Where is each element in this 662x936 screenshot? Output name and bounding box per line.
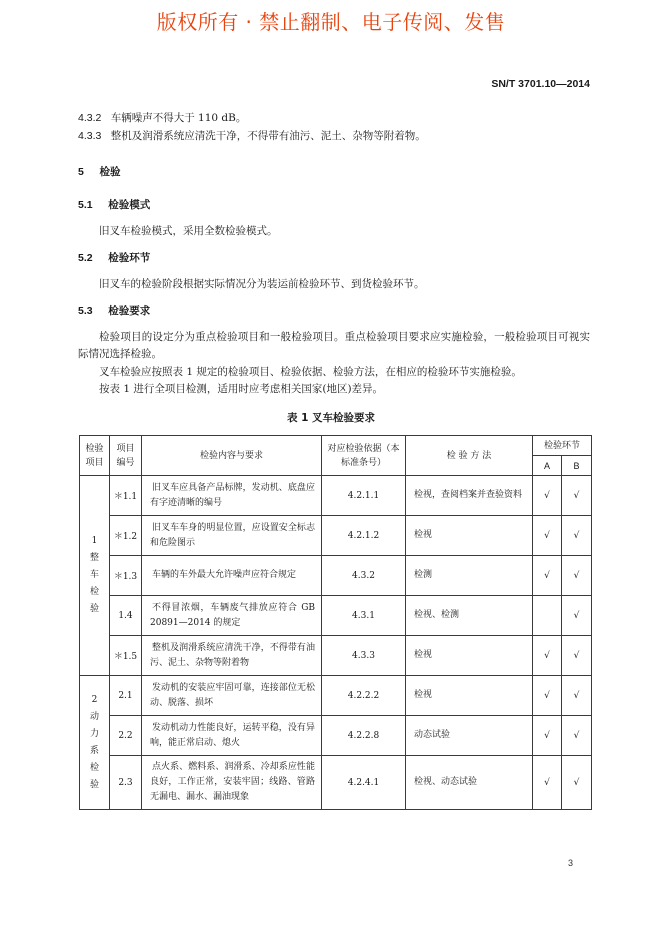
- row-content: 旧叉车车身的明显位置，应设置安全标志和危险图示: [142, 516, 322, 556]
- table-row: [80, 516, 592, 556]
- row-stage-b: √: [562, 476, 592, 516]
- row-method: 检视、动态试验: [406, 756, 533, 810]
- row-number: 2.2: [110, 716, 142, 756]
- standard-code: SN/T 3701.10—2014: [491, 78, 590, 90]
- section-title: 检验要求: [108, 305, 151, 317]
- category-cell-vehicle: 1 整车检验: [80, 476, 110, 676]
- table-row: [80, 556, 592, 596]
- row-method: 动态试验: [406, 716, 533, 756]
- row-stage-a: √: [533, 556, 562, 596]
- section-number: 5.3: [78, 305, 93, 317]
- section-number: 5.1: [78, 199, 93, 211]
- row-number: ＊1.1: [110, 476, 142, 516]
- row-number: ＊1.5: [110, 636, 142, 676]
- clause-4-3-2: [78, 110, 246, 125]
- table-row: [80, 636, 592, 676]
- row-basis: 4.3.2: [322, 556, 406, 596]
- row-stage-b: √: [562, 676, 592, 716]
- table-row: [80, 716, 592, 756]
- header-category: 检验项目: [80, 436, 110, 476]
- table-row: [80, 596, 592, 636]
- clause-4-3-3: [78, 128, 426, 143]
- row-stage-a: √: [533, 716, 562, 756]
- row-content: 整机及润滑系统应清洗干净，不得带有油污、泥土、杂物等附着物: [142, 636, 322, 676]
- table-row: [80, 676, 592, 716]
- row-basis: 4.2.2.2: [322, 676, 406, 716]
- section-5-2-heading: [78, 250, 150, 265]
- section-5-2-text: 旧叉车的检验阶段根据实际情况分为装运前检验环节、到货检验环节。: [99, 278, 425, 290]
- section-number: 5: [78, 166, 84, 178]
- section-5-heading: [78, 164, 121, 179]
- section-number: 5.2: [78, 252, 93, 264]
- header-stage-a: A: [533, 456, 562, 476]
- row-number: ＊1.2: [110, 516, 142, 556]
- section-5-1-text: 旧叉车检验模式，采用全数检验模式。: [99, 225, 278, 237]
- section-5-3-paragraph-3: 按表 1 进行全项目检测，适用时应考虑相关国家(地区)差异。: [99, 383, 384, 395]
- row-stage-a: √: [533, 476, 562, 516]
- row-basis: 4.3.1: [322, 596, 406, 636]
- section-5-3-paragraph-1: 检验项目的设定分为重点检验项目和一般检验项目。重点检验项目要求应实施检验，一般检验项目可视实际情况选择检验。: [78, 331, 590, 360]
- row-basis: 4.2.2.8: [322, 716, 406, 756]
- clause-text: 车辆噪声不得大于 110 dB。: [110, 112, 247, 124]
- row-number: 2.3: [110, 756, 142, 810]
- row-content: 不得冒浓烟，车辆废气排放应符合 GB 20891—2014 的规定: [142, 596, 322, 636]
- row-stage-b: √: [562, 636, 592, 676]
- row-method: 检视，查阅档案并查验资料: [406, 476, 533, 516]
- header-number: 项目编号: [110, 436, 142, 476]
- row-stage-a: √: [533, 516, 562, 556]
- row-stage-b: √: [562, 556, 592, 596]
- row-stage-a: √: [533, 676, 562, 716]
- row-stage-b: √: [562, 516, 592, 556]
- row-content: 旧叉车应具备产品标牌，发动机、底盘应有字迹清晰的编号: [142, 476, 322, 516]
- table-row: [80, 476, 592, 516]
- row-number: 2.1: [110, 676, 142, 716]
- row-method: 检视: [406, 636, 533, 676]
- clause-number: 4.3.2: [78, 112, 102, 124]
- row-stage-b: √: [562, 716, 592, 756]
- clause-number: 4.3.3: [78, 130, 102, 142]
- row-method: 检视、检测: [406, 596, 533, 636]
- row-stage-b: √: [562, 756, 592, 810]
- category-cell-powertrain: 2 动力系检验: [80, 676, 110, 810]
- section-title: 检验模式: [108, 199, 151, 211]
- section-5-3-heading: [78, 303, 150, 318]
- header-content: 检验内容与要求: [142, 436, 322, 476]
- section-title: 检验: [99, 166, 121, 178]
- page-number: 3: [567, 858, 573, 868]
- row-stage-b: √: [562, 596, 592, 636]
- clause-text: 整机及润滑系统应清洗干净，不得带有油污、泥土、杂物等附着物。: [110, 130, 426, 142]
- header-stage: 检验环节: [533, 436, 592, 456]
- row-content: 点火系、燃料系、润滑系、冷却系应性能良好，工作正常，安装牢固；线路、管路无漏电、漏水、漏油现象: [142, 756, 322, 810]
- header-basis: 对应检验依据（本标准条号）: [322, 436, 406, 476]
- row-content: 发动机动力性能良好，运转平稳，没有异响，能正常启动、熄火: [142, 716, 322, 756]
- row-basis: 4.2.1.1: [322, 476, 406, 516]
- row-basis: 4.3.3: [322, 636, 406, 676]
- row-content: 发动机的安装应牢固可靠，连接部位无松动、脱落、损坏: [142, 676, 322, 716]
- row-basis: 4.2.1.2: [322, 516, 406, 556]
- row-number: ＊1.3: [110, 556, 142, 596]
- section-5-1-heading: [78, 197, 150, 212]
- row-content: 车辆的车外最大允许噪声应符合规定: [142, 556, 322, 596]
- row-stage-a: √: [533, 756, 562, 810]
- table-title: 表 1 叉车检验要求: [286, 412, 376, 424]
- header-method: 检 验 方 法: [406, 436, 533, 476]
- row-number: 1.4: [110, 596, 142, 636]
- row-stage-a: [533, 596, 562, 636]
- row-method: 检视: [406, 516, 533, 556]
- copyright-watermark: 版权所有 · 禁止翻制、电子传阅、发售: [156, 10, 506, 34]
- section-title: 检验环节: [108, 252, 151, 264]
- row-method: 检视: [406, 676, 533, 716]
- header-stage-b: B: [562, 456, 592, 476]
- row-stage-a: √: [533, 636, 562, 676]
- row-method: 检测: [406, 556, 533, 596]
- table-row: [80, 756, 592, 810]
- inspection-requirements-table: [79, 435, 592, 810]
- section-5-3-paragraph-2: 叉车检验应按照表 1 规定的检验项目、检验依据、检验方法，在相应的检验环节实施检验。: [99, 366, 522, 378]
- row-basis: 4.2.4.1: [322, 756, 406, 810]
